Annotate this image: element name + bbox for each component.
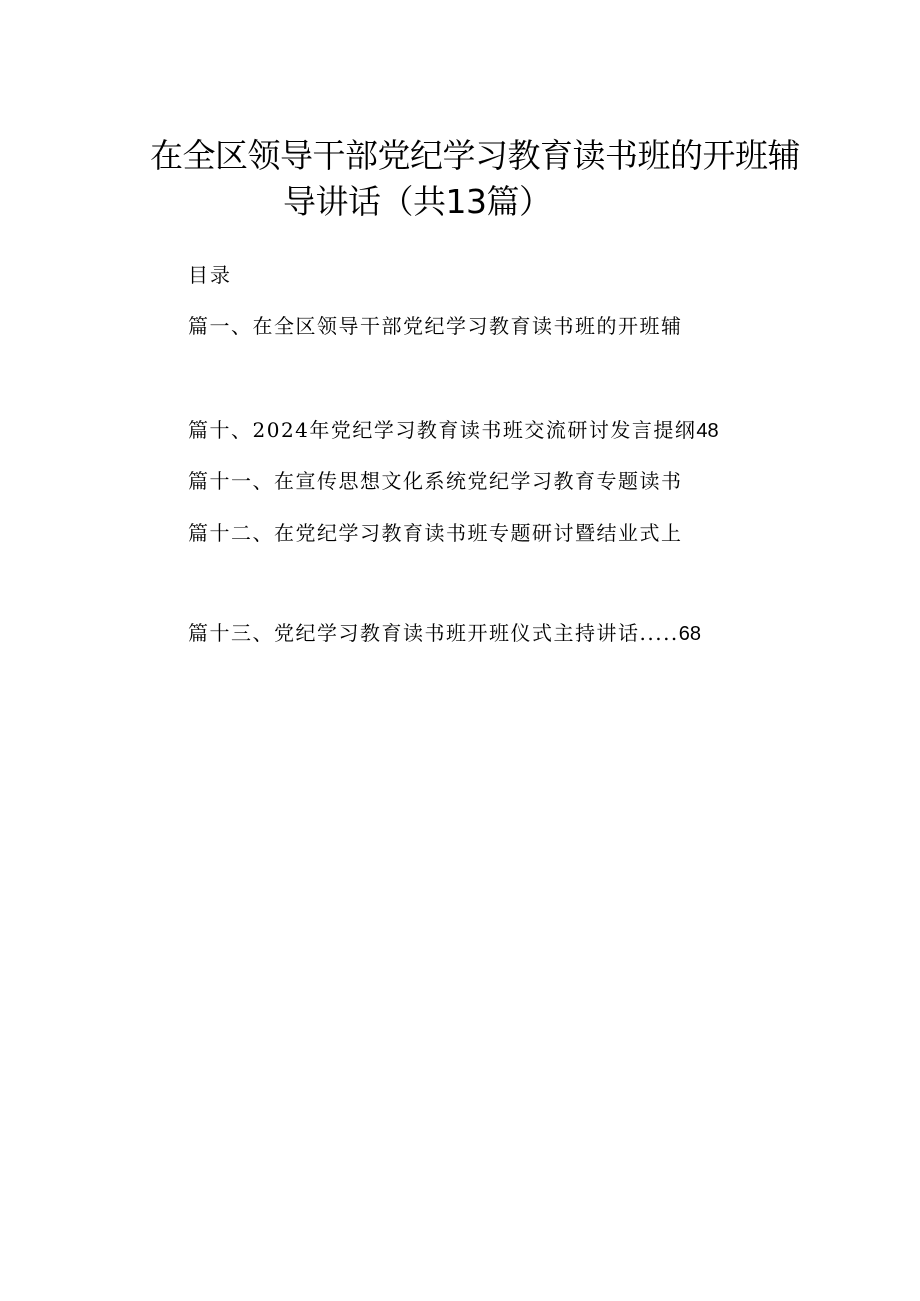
toc-entry-prefix: 篇十二、 <box>188 521 274 545</box>
toc-entry-11[interactable] <box>188 468 683 495</box>
toc-entry-12[interactable] <box>188 520 683 547</box>
toc-heading: 目录 <box>188 263 232 287</box>
toc-entry-prefix: 篇十一、 <box>188 469 274 493</box>
toc-entry-text: 在全区领导干部党纪学习教育读书班的开班辅 <box>252 314 683 338</box>
toc-entry-13[interactable] <box>188 620 701 647</box>
document-title-line-1: 在全区领导干部党纪学习教育读书班的开班辅 <box>150 136 800 175</box>
toc-entry-10[interactable] <box>188 417 719 444</box>
toc-entry-prefix: 篇十、 <box>188 418 253 442</box>
toc-entry-prefix: 篇十三、 <box>188 621 274 645</box>
toc-entry-page: 48 <box>696 420 719 442</box>
toc-entry-text: 党纪学习教育读书班开班仪式主持讲话..... <box>274 621 679 645</box>
toc-entry-text: 2024年党纪学习教育读书班交流研讨发言提纲 <box>252 418 697 442</box>
toc-entry-prefix: 篇一、 <box>188 314 253 338</box>
toc-entry-text: 在党纪学习教育读书班专题研讨暨结业式上 <box>274 521 683 545</box>
document-title-line-2: 导讲话（共13篇） <box>283 182 552 221</box>
toc-entry-page: 68 <box>678 623 702 645</box>
toc-entry-text: 在宣传思想文化系统党纪学习教育专题读书 <box>274 469 683 493</box>
toc-entry-1[interactable] <box>188 313 683 340</box>
